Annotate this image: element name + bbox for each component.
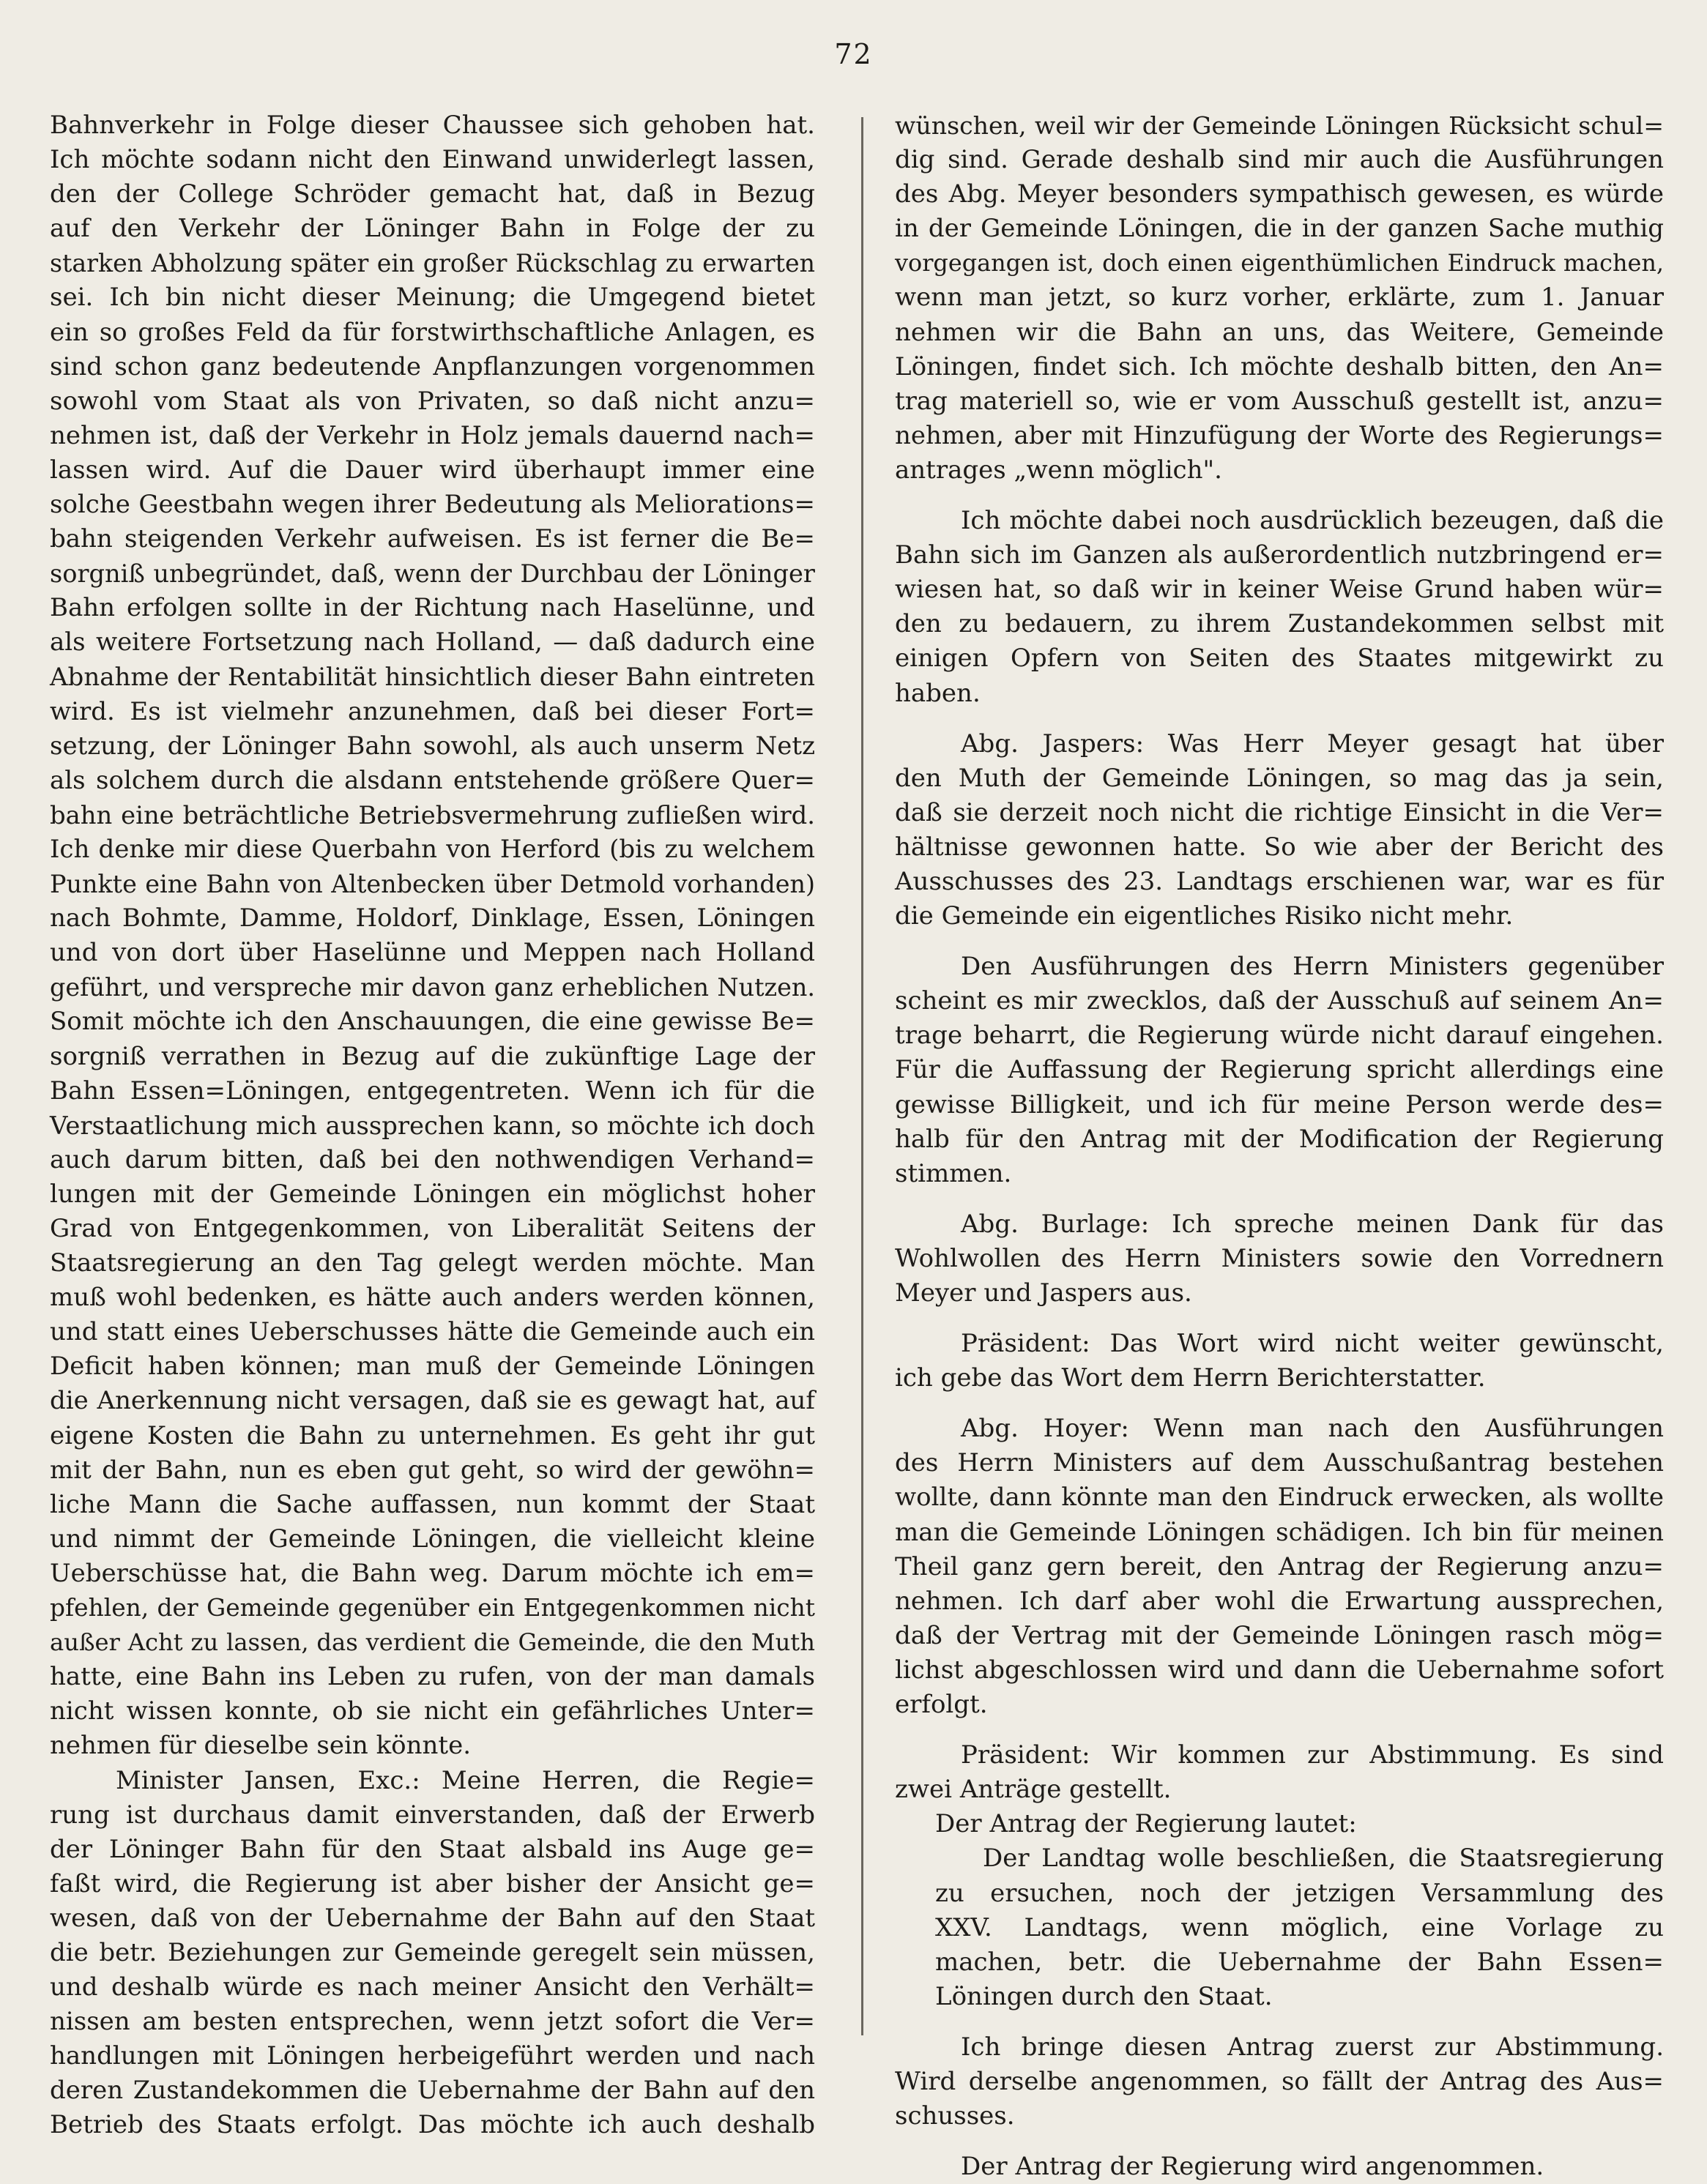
text-line: schusses. [895,2101,1015,2131]
text-line: Wird derselbe angenommen, so fällt der Antrag des Aus= [895,2066,1664,2096]
speaker-line: Präsident: Wir kommen zur Abstimmung. Es sind [961,1740,1664,1770]
column-divider [861,117,863,2035]
text-line: daß sie derzeit noch nicht die richtige Einsicht in die Ver= [895,797,1664,827]
text-line: Für die Auffassung der Regierung spricht allerdings eine [895,1055,1664,1085]
text-line: man die Gemeinde Löningen schädigen. Ich bin für meinen [895,1517,1664,1547]
text-line: nehmen ist, daß der Verkehr in Holz jemals dauernd nach= [50,420,815,450]
text-line: antrages „wenn möglich". [895,455,1222,485]
text-line: wollte, dann könnte man den Eindruck erwecken, als wollte [895,1483,1664,1513]
text-line: den der College Schröder gemacht hat, daß in Bezug [50,179,815,209]
text-line: Punkte eine Bahn von Altenbecken über Detmold vorhanden) [50,870,815,899]
text-line: wird. Es ist vielmehr anzunehmen, daß bei dieser Fort= [50,696,815,726]
text-line: Bahnverkehr in Folge dieser Chaussee sich gehoben hat. [50,111,815,140]
text-line: nehmen, aber mit Hinzufügung der Worte des Regierungs= [895,420,1664,450]
text-line: Bahn erfolgen sollte in der Richtung nach Haselünne, und [50,593,815,623]
text-line: lassen wird. Auf die Dauer wird überhaupt immer eine [50,455,815,485]
speaker-line: Abg. Burlage: Ich spreche meinen Dank für das [961,1209,1664,1239]
text-line: hältnisse gewonnen hatte. So wie aber der Bericht des [895,832,1664,862]
text-line: dig sind. Gerade deshalb sind mir auch die Ausführungen [895,145,1664,175]
text-line: nehmen. Ich darf aber wohl die Erwartung aussprechen, [895,1586,1664,1616]
text-line: Somit möchte ich den Anschauungen, die eine gewisse Be= [50,1007,815,1037]
speaker-line: Abg. Hoyer: Wenn man nach den Ausführungen [961,1414,1664,1444]
text-line: außer Acht zu lassen, das verdient die Gemeinde, die den Muth [50,1628,815,1657]
text-line: lichst abgeschlossen wird und dann die Uebernahme sofort [895,1655,1664,1685]
text-line: Bahn sich im Ganzen als außerordentlich nutzbringend er= [895,540,1664,570]
text-line: die Gemeinde ein eigentliches Risiko nicht mehr. [895,901,1514,931]
speaker-line: Präsident: Das Wort wird nicht weiter gewünscht, [961,1329,1664,1359]
text-line: nach Bohmte, Damme, Holdorf, Dinklage, Essen, Löningen [50,903,815,933]
text-line: sorgniß unbegründet, daß, wenn der Durchbau der Löninger [50,559,815,589]
quoted-motion-line: zu ersuchen, noch der jetzigen Versammlung des [935,1878,1664,1908]
text-line: liche Mann die Sache auffassen, nun kommt der Staat [50,1489,815,1519]
text-line: und nimmt der Gemeinde Löningen, die vielleicht kleine [50,1524,815,1554]
text-line: Minister Jansen, Exc.: Meine Herren, die Regie= [116,1765,815,1795]
text-line: Bahn Essen=Löningen, entgegentreten. Wenn ich für die [50,1076,815,1106]
text-line: auch darum bitten, daß bei den nothwendigen Verhand= [50,1144,815,1174]
text-line: muß wohl bedenken, es hätte auch anders werden können, [50,1283,815,1313]
text-line: Deficit haben können; man muß der Gemeinde Löningen [50,1352,815,1382]
text-line: gewisse Billigkeit, und ich für meine Person werde des= [895,1089,1664,1119]
text-line: Den Ausführungen des Herrn Ministers gegenüber [961,952,1664,982]
text-line: Der Antrag der Regierung wird angenommen. [961,2152,1544,2182]
text-line: als solchem durch die alsdann entstehende größere Quer= [50,765,815,795]
text-line: einigen Opfern von Seiten des Staates mitgewirkt zu [895,644,1664,674]
text-line: Theil ganz gern bereit, den Antrag der Regierung anzu= [895,1551,1664,1581]
right-column [895,108,1664,2184]
text-line: nicht wissen konnte, ob sie nicht ein gefährliches Unter= [50,1696,815,1726]
text-line: Ich möchte dabei noch ausdrücklich bezeugen, daß die [961,506,1664,536]
text-line: scheint es mir zwecklos, daß der Ausschuß auf seinem An= [895,986,1664,1016]
text-line: die Anerkennung nicht versagen, daß sie es gewagt hat, auf [50,1386,815,1416]
text-line: Ich möchte sodann nicht den Einwand unwiderlegt lassen, [50,145,815,175]
text-line: und von dort über Haselünne und Meppen nach Holland [50,938,815,968]
text-line: als weitere Fortsetzung nach Holland, — daß dadurch eine [50,627,815,657]
text-line: mit der Bahn, nun es eben gut geht, so wird der gewöhn= [50,1455,815,1485]
text-line: wiesen hat, so daß wir in keiner Weise Grund haben wür= [895,575,1664,605]
text-line: lungen mit der Gemeinde Löningen ein möglichst hoher [50,1179,815,1209]
text-line: Staatsregierung an den Tag gelegt werden möchte. Man [50,1248,815,1278]
text-line: sei. Ich bin nicht dieser Meinung; die Umgegend bietet [50,283,815,313]
text-line: wünschen, weil wir der Gemeinde Löningen Rücksicht schul= [895,111,1664,140]
text-line: zwei Anträge gestellt. [895,1775,1172,1805]
text-line: Ausschusses des 23. Landtags erschienen war, war es für [895,866,1664,896]
text-line: Wohlwollen des Herrn Ministers sowie den Vorrednern [895,1243,1664,1273]
text-line: haben. [895,678,981,708]
text-line: des Herrn Ministers auf dem Ausschußantrag bestehen [895,1448,1664,1478]
text-line: pfehlen, der Gemeinde gegenüber ein Entgegenkommen nicht [50,1594,815,1622]
text-line: und statt eines Ueberschusses hätte die Gemeinde auch ein [50,1317,815,1347]
page-number: 72 [834,38,873,70]
text-line: der Löninger Bahn für den Staat alsbald ins Auge ge= [50,1834,815,1864]
text-line: stimmen. [895,1158,1012,1188]
text-line: eigene Kosten die Bahn zu unternehmen. Es geht ihr gut [50,1420,815,1450]
text-line: erfolgt. [895,1690,988,1720]
text-line: wesen, daß von der Uebernahme der Bahn auf den Staat [50,1903,815,1933]
text-line: bahn eine beträchtliche Betriebsvermehrung zufließen wird. [50,800,815,830]
text-line: geführt, und verspreche mir davon ganz erheblichen Nutzen. [50,973,815,1002]
left-column [50,108,815,2143]
text-line: ich gebe das Wort dem Herrn Berichterstatter. [895,1363,1486,1393]
text-line: auf den Verkehr der Löninger Bahn in Folge der zu [50,214,815,244]
text-line: Grad von Entgegenkommen, von Liberalität Seitens der [50,1214,815,1243]
text-line: Verstaatlichung mich aussprechen kann, so möchte ich doch [50,1111,815,1140]
text-line: handlungen mit Löningen herbeigeführt werden und nach [50,2041,815,2071]
text-line: sowohl vom Staat als von Privaten, so daß nicht anzu= [50,386,815,416]
text-line: des Abg. Meyer besonders sympathisch gewesen, es würde [895,179,1664,209]
text-line: wenn man jetzt, so kurz vorher, erklärte, zum 1. Januar [895,283,1664,313]
text-line: daß der Vertrag mit der Gemeinde Löningen rasch mög= [895,1620,1664,1650]
text-line: hatte, eine Bahn ins Leben zu rufen, von der man damals [50,1662,815,1692]
text-line: Ueberschüsse hat, die Bahn weg. Darum möchte ich em= [50,1558,815,1588]
text-line: rung ist durchaus damit einverstanden, daß der Erwerb [50,1800,815,1830]
text-line: nehmen wir die Bahn an uns, das Weitere, Gemeinde [895,317,1664,347]
text-line: sind schon ganz bedeutende Anpflanzungen vorgenommen [50,351,815,381]
quoted-motion-line: XXV. Landtags, wenn möglich, eine Vorlage zu [935,1912,1664,1942]
text-line: Meyer und Jaspers aus. [895,1278,1192,1308]
text-line: setzung, der Löninger Bahn sowohl, als auch unserm Netz [50,731,815,761]
text-line: sorgniß verrathen in Bezug auf die zukünftige Lage der [50,1041,815,1071]
text-line: Löningen, findet sich. Ich möchte deshalb bitten, den An= [895,351,1664,381]
text-line: Der Antrag der Regierung lautet: [935,1809,1357,1839]
text-line: nissen am besten entsprechen, wenn jetzt sofort die Ver= [50,2007,815,2037]
text-line: bahn steigenden Verkehr aufweisen. Es ist ferner die Be= [50,524,815,554]
text-line: deren Zustandekommen die Uebernahme der Bahn auf den [50,2076,815,2106]
text-line: Abnahme der Rentabilität hinsichtlich dieser Bahn eintreten [50,662,815,692]
text-line: vorgegangen ist, doch einen eigenthümlichen Eindruck machen, [895,249,1664,277]
text-line: trag materiell so, wie er vom Ausschuß gestellt ist, anzu= [895,386,1664,416]
quoted-motion-line: Löningen durch den Staat. [935,1981,1273,2011]
quoted-motion-line: machen, betr. die Uebernahme der Bahn Essen= [935,1947,1664,1977]
text-line: die betr. Beziehungen zur Gemeinde geregelt sein müssen, [50,1937,815,1967]
text-line: Ich denke mir diese Querbahn von Herford (bis zu welchem [50,834,815,864]
text-line: faßt wird, die Regierung ist aber bisher der Ansicht ge= [50,1868,815,1898]
text-line: trage beharrt, die Regierung würde nicht darauf eingehen. [895,1021,1664,1051]
text-line: solche Geestbahn wegen ihrer Bedeutung als Meliorations= [50,490,815,520]
text-line: in der Gemeinde Löningen, die in der ganzen Sache muthig [895,214,1664,244]
text-line: Ich bringe diesen Antrag zuerst zur Abstimmung. [961,2032,1664,2062]
quoted-motion-line: Der Landtag wolle beschließen, die Staatsregierung [983,1844,1664,1874]
speaker-line: Abg. Jaspers: Was Herr Meyer gesagt hat über [961,728,1664,759]
text-line: den zu bedauern, zu ihrem Zustandekommen selbst mit [895,609,1664,639]
text-line: Betrieb des Staats erfolgt. Das möchte ich auch deshalb [50,2110,815,2140]
text-line: den Muth der Gemeinde Löningen, so mag das ja sein, [895,763,1664,793]
text-line: nehmen für dieselbe sein könnte. [50,1731,472,1761]
text-line: starken Abholzung später ein großer Rückschlag zu erwarten [50,249,815,278]
text-line: halb für den Antrag mit der Modification der Regierung [895,1124,1664,1154]
text-line: ein so großes Feld da für forstwirthschaftliche Anlagen, es [50,317,815,347]
text-line: und deshalb würde es nach meiner Ansicht den Verhält= [50,1972,815,2002]
